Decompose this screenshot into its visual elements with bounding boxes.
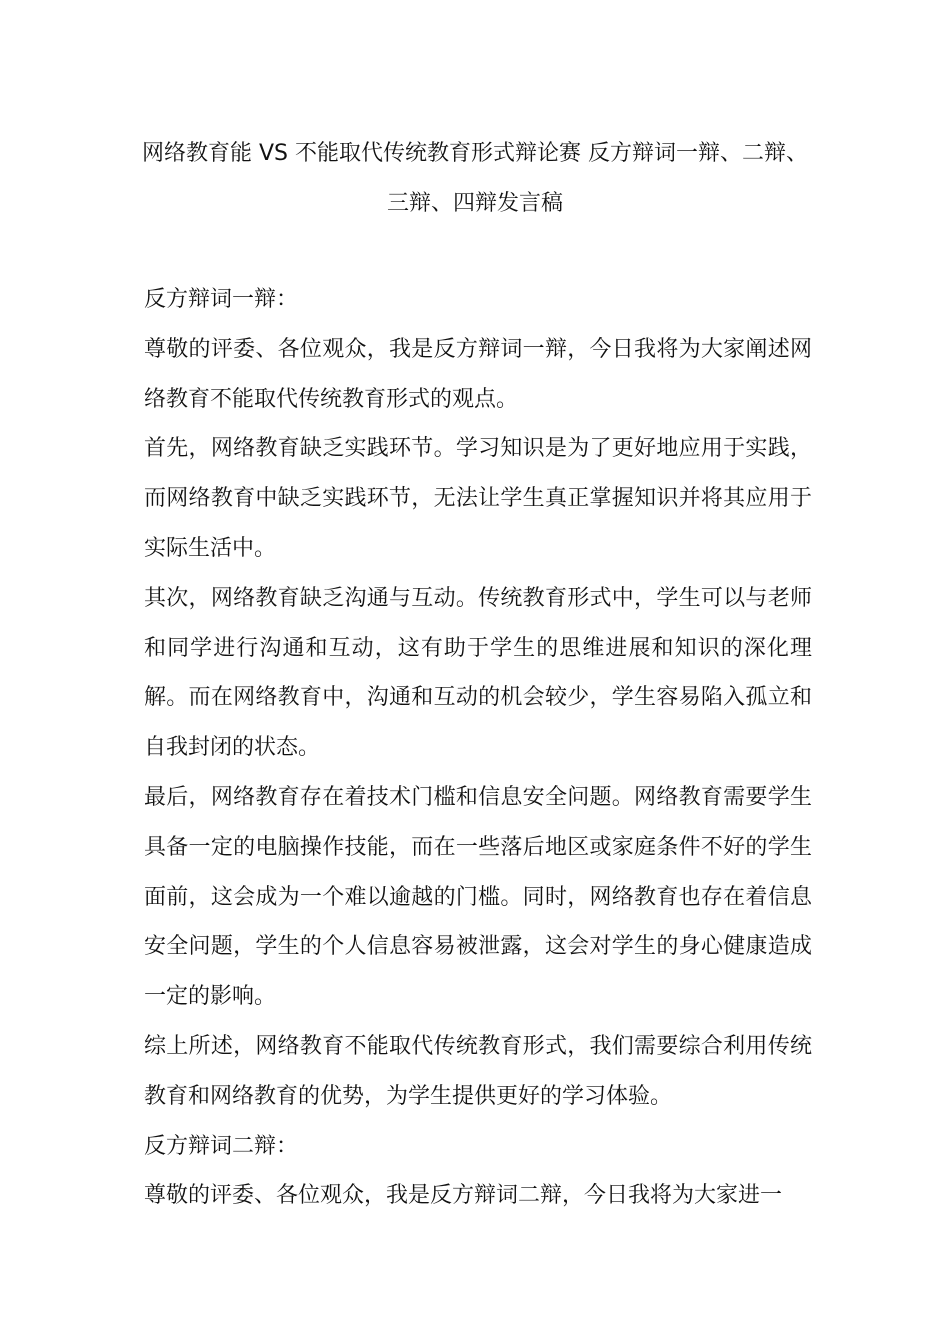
document-title: [140, 129, 810, 229]
paragraph-point-2: 其次，网络教育缺乏沟通与互动。传统教育形式中，学生可以与老师和同学进行沟通和互动，这有助于学生的思维进展和知识的深化理解。而在网络教育中，沟通和互动的机会较少，学生容易陷入孤立和自我封闭的状态。: [144, 585, 812, 761]
paragraph-point-3: 最后，网络教育存在着技术门槛和信息安全问题。网络教育需要学生具备一定的电脑操作技能，而在一些落后地区或家庭条件不好的学生面前，这会成为一个难以逾越的门槛。同时，网络教育也存在着信息安全问题，学生的个人信息容易被泄露，这会对学生的身心健康造成一定的影响。: [144, 784, 812, 1010]
section-heading-first-speaker: 反方辩词一辩：: [144, 287, 299, 312]
paragraph-second-intro: 尊敬的评委、各位观众，我是反方辩词二辩，今日我将为大家进一: [144, 1183, 783, 1209]
title-line-2: 三辩、四辩发言稿: [386, 191, 563, 216]
paragraph-point-1: 首先，网络教育缺乏实践环节。学习知识是为了更好地应用于实践，而网络教育中缺乏实践环节，无法让学生真正掌握知识并将其应用于实际生活中。: [144, 436, 812, 561]
title-line-1: 网络教育能 VS 不能取代传统教育形式辩论赛 反方辩词一辩、二辩、: [142, 141, 808, 166]
document-body: [144, 275, 812, 1221]
section-heading-second-speaker: 反方辩词二辩：: [144, 1133, 299, 1159]
paragraph-intro: 尊敬的评委、各位观众，我是反方辩词一辩，今日我将为大家阐述网络教育不能取代传统教育形式的观点。: [144, 336, 812, 412]
paragraph-conclusion: 综上所述，网络教育不能取代传统教育形式，我们需要综合利用传统教育和网络教育的优势，为学生提供更好的学习体验。: [144, 1033, 812, 1109]
